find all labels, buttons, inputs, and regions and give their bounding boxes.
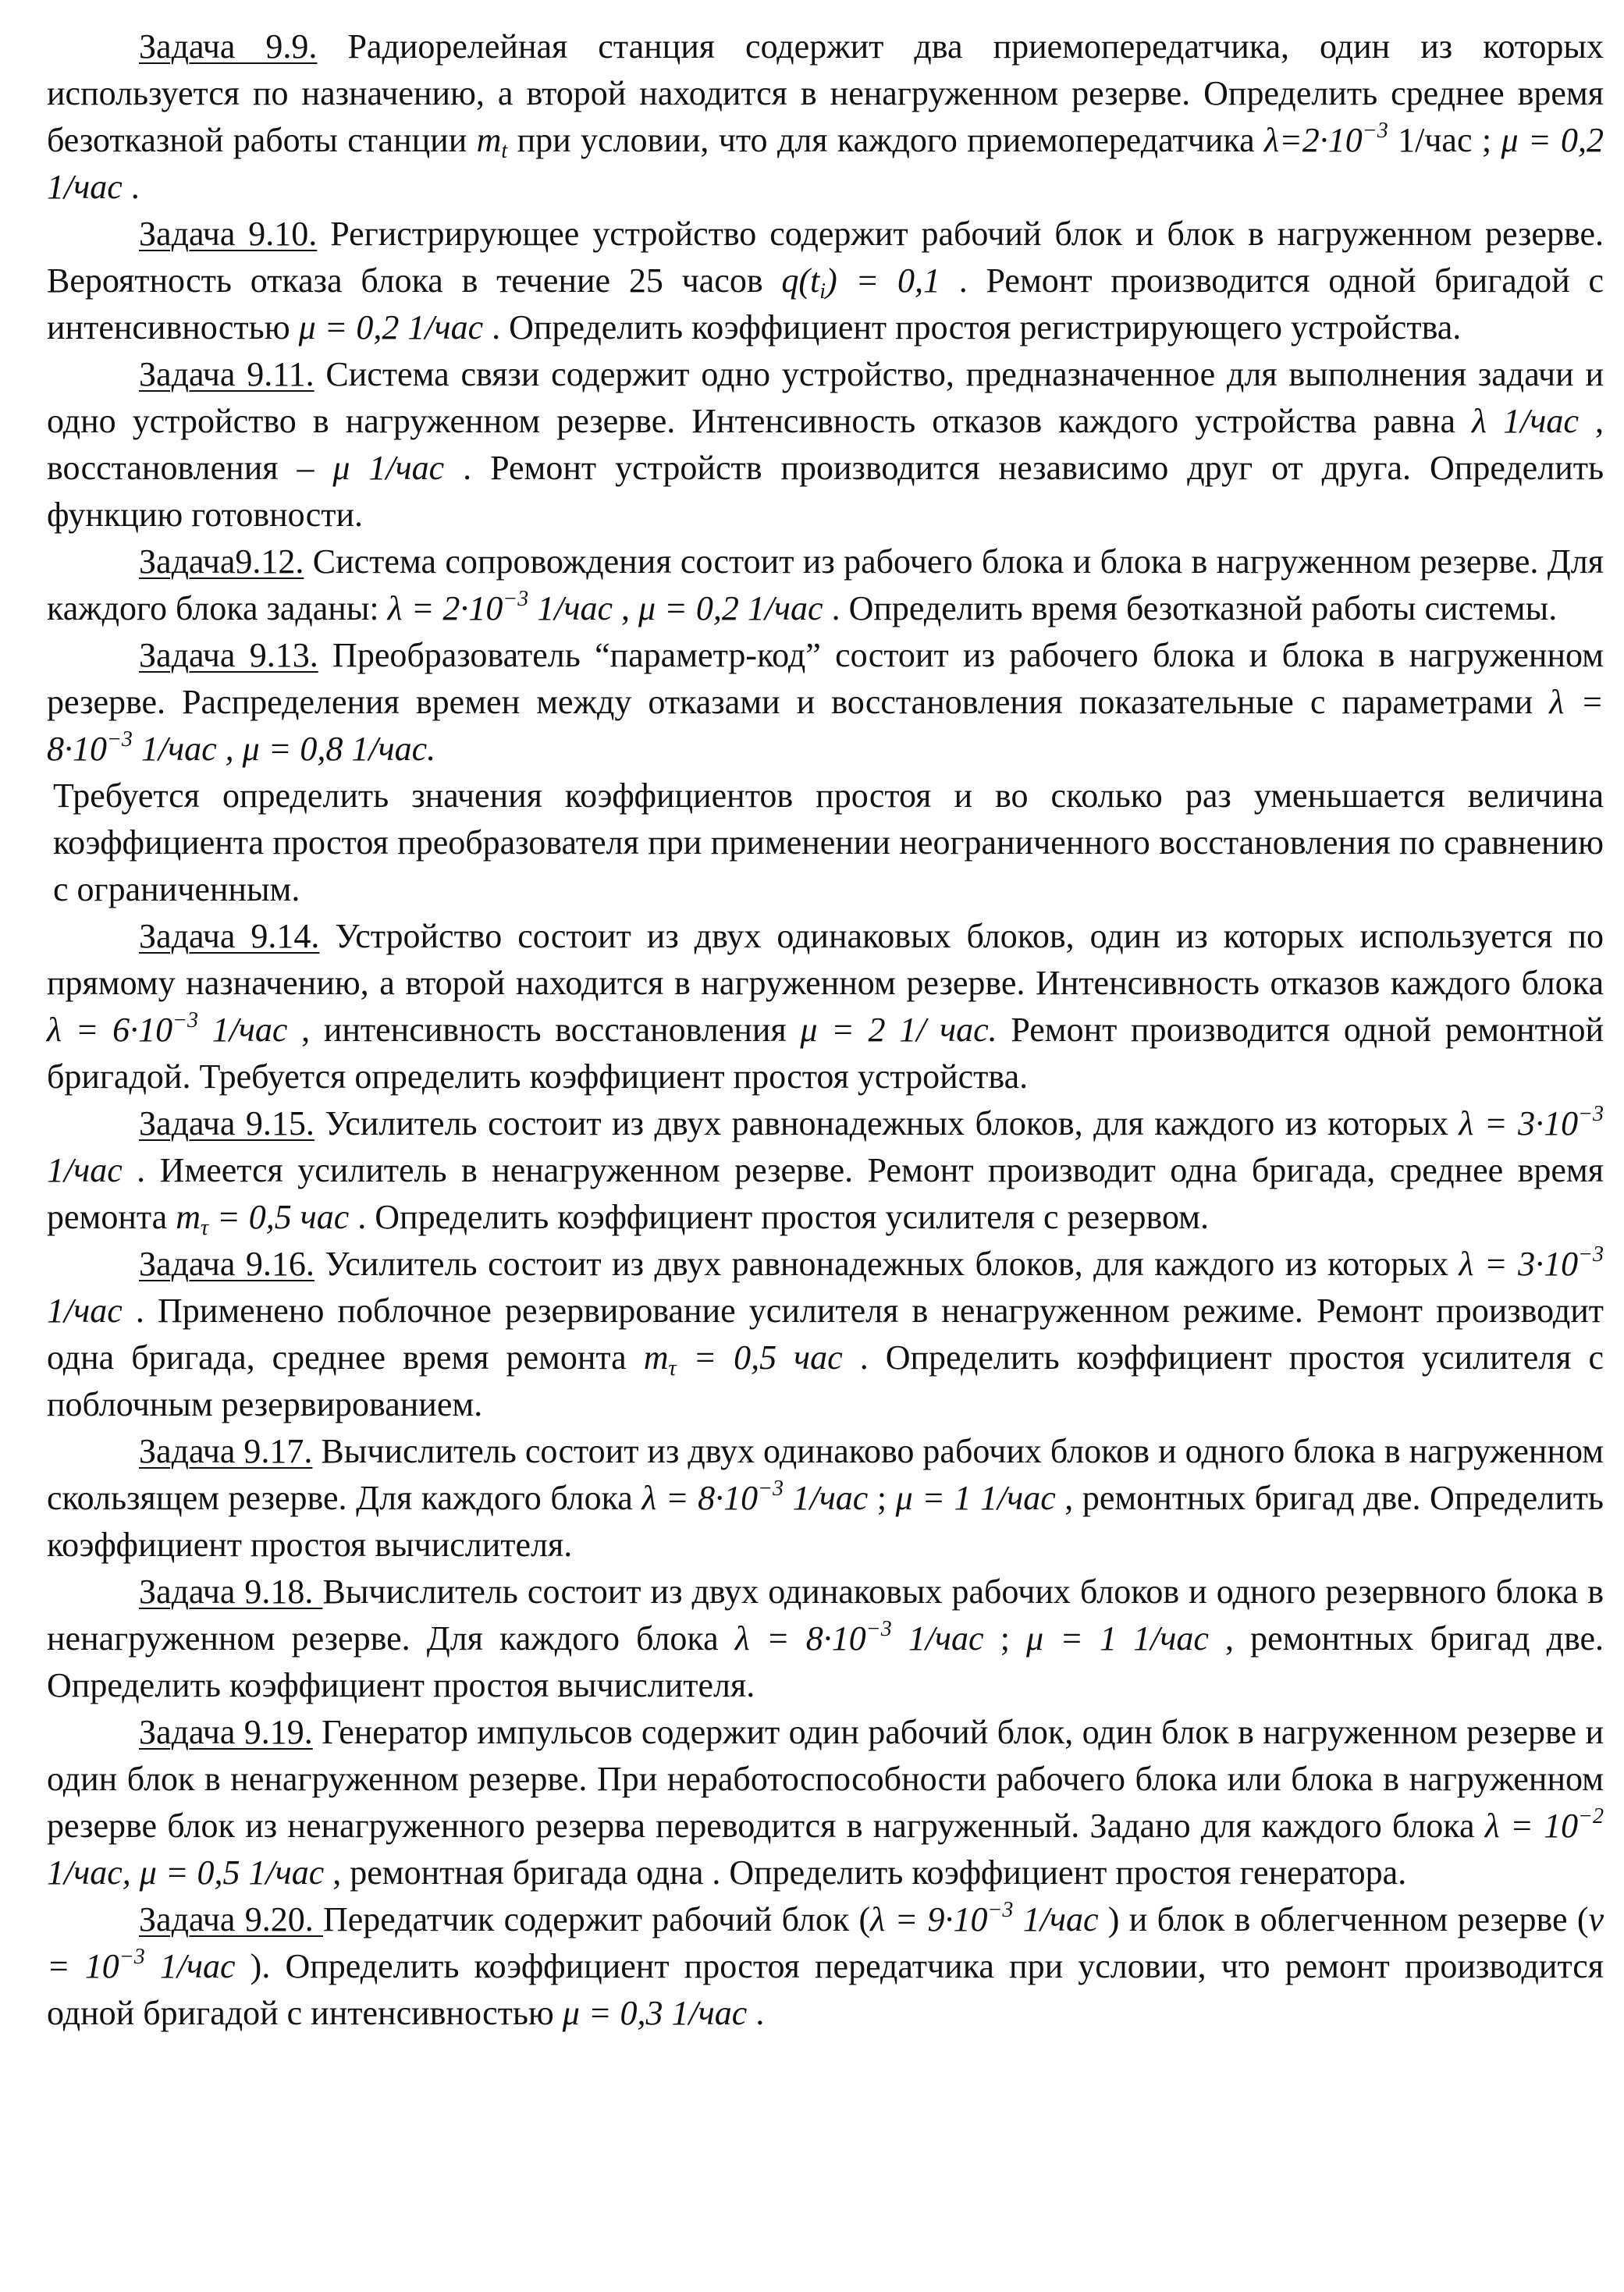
task-text: ; bbox=[983, 1619, 1027, 1658]
math-main: q(t bbox=[781, 261, 820, 300]
task-9.20 bbox=[47, 1896, 1604, 2037]
math-superscript: −3 bbox=[1578, 1242, 1604, 1267]
math-tail: 1/час bbox=[528, 589, 613, 627]
math-tail: 1/час bbox=[198, 1011, 288, 1049]
math-main: μ = 2 1/ час. bbox=[800, 1011, 997, 1049]
math-main: λ = 2·10 bbox=[387, 589, 503, 627]
math-expression bbox=[781, 261, 940, 304]
math-expression bbox=[638, 589, 823, 627]
task-text: Передатчик содержит рабочий блок ( bbox=[323, 1900, 871, 1938]
math-superscript: −3 bbox=[987, 1898, 1014, 1922]
task-text: Требуется определить значения коэффициентов простоя и во сколько раз уменьшается величина коэффициента простоя преобразователя при применении неограниченного восстановления по сравнению с ограниченным. bbox=[53, 776, 1604, 908]
task-text: ). Определить коэффициент простоя передатчика при условии, что ремонт производится одной бригадой с интенсивностью bbox=[47, 1947, 1604, 2032]
math-tail: = 0,5 час bbox=[676, 1338, 843, 1377]
math-tail: 1/час bbox=[784, 1479, 869, 1517]
task-text: , bbox=[613, 589, 639, 627]
math-main: μ = 0,2 1/час bbox=[298, 308, 484, 346]
task-title: Задача 9.9. bbox=[139, 27, 318, 66]
task-text: , ремонтных бригад две. Определить коэффициент простоя вычислителя. bbox=[47, 1619, 1604, 1704]
math-tail: 1/час bbox=[47, 1292, 123, 1330]
math-superscript: −3 bbox=[1578, 1102, 1604, 1126]
task-text: . Определить время безотказной работы системы. bbox=[823, 589, 1558, 627]
math-expression bbox=[641, 1476, 869, 1517]
math-expression bbox=[896, 1479, 1056, 1517]
math-expression bbox=[176, 1198, 350, 1240]
math-superscript: −3 bbox=[865, 1617, 892, 1641]
task-text: . bbox=[747, 1994, 765, 2032]
math-main: m bbox=[176, 1198, 201, 1236]
math-main: λ = 8·10 bbox=[734, 1619, 866, 1658]
task-title: Задача 9.11. bbox=[139, 355, 314, 393]
task-9.18 bbox=[47, 1569, 1604, 1709]
math-main: μ = 0,3 1/час bbox=[562, 1994, 748, 2032]
math-superscript: −2 bbox=[1578, 1804, 1604, 1828]
math-superscript: −3 bbox=[107, 727, 133, 752]
math-expression bbox=[1264, 121, 1388, 159]
task-title: Задача 9.14. bbox=[139, 917, 320, 955]
math-main: λ = 6·10 bbox=[47, 1011, 173, 1049]
task-title: Задача 9.13. bbox=[139, 636, 318, 674]
math-main: μ = 1 1/час bbox=[1026, 1619, 1209, 1658]
math-tail: 1/час bbox=[891, 1619, 984, 1658]
task-title: Задача 9.19. bbox=[139, 1713, 313, 1751]
task-title: Задача 9.18. bbox=[139, 1572, 323, 1611]
math-main: λ=2·10 bbox=[1264, 121, 1363, 159]
task-title: Задача 9.16. bbox=[139, 1245, 314, 1283]
task-text: Усилитель состоит из двух равнонадежных блоков, для каждого из которых bbox=[314, 1245, 1459, 1283]
task-text: Усилитель состоит из двух равнонадежных блоков, для каждого из которых bbox=[314, 1104, 1459, 1142]
task-9.9 bbox=[47, 23, 1604, 211]
math-expression bbox=[332, 449, 444, 487]
math-tail: ) = 0,1 bbox=[826, 261, 940, 300]
task-text: Вычислитель состоит из двух одинаково рабочих блоков и одного блока в нагруженном скользящем резерве. Для каждого блока bbox=[47, 1432, 1604, 1517]
task-list bbox=[47, 23, 1604, 2037]
math-subscript: t bbox=[501, 139, 508, 163]
task-text: . Определить коэффициент простоя регистрирующего устройства. bbox=[483, 308, 1462, 346]
math-main: μ 1/час bbox=[332, 449, 445, 487]
task-text: Радиорелейная станция содержит два приемопередатчика, один из которых используется по назначению, а второй находится в ненагруженном резерве. Определить среднее время безотказной работы станции bbox=[47, 27, 1604, 159]
task-text: ; bbox=[868, 1479, 896, 1517]
math-expression bbox=[1472, 402, 1579, 440]
task-text: при условии, что для каждого приемопередатчика bbox=[507, 121, 1265, 159]
math-expression bbox=[476, 121, 508, 163]
task-text: . Имеется усилитель в ненагруженном резерве. Ремонт производит одна бригада, среднее время ремонта bbox=[47, 1151, 1604, 1236]
task-text: . Применено поблочное резервирование усилителя в ненагруженном режиме. Ремонт производит одна бригада, среднее время ремонта bbox=[47, 1292, 1604, 1377]
task-text: Ремонт производится одной ремонтной бригадой. Требуется определить коэффициент простоя устройства. bbox=[47, 1011, 1604, 1096]
task-text: Генератор импульсов содержит один рабочий блок, один блок в нагруженном резерве и один блок в ненагруженном резерве. При неработоспособности рабочего блока или блока в нагруженном резерве блок из ненагруженного резерва переводится в нагруженный. Задано для каждого блока bbox=[47, 1713, 1604, 1845]
math-tail: 1/час bbox=[47, 1151, 123, 1189]
task-9.14 bbox=[47, 913, 1604, 1100]
task-text: . bbox=[122, 168, 140, 206]
task-text: , восстановления – bbox=[47, 402, 1604, 487]
task-title: Задача 9.15. bbox=[139, 1104, 314, 1142]
task-text: Вычислитель состоит из двух одинаковых рабочих блоков и одного резервного блока в ненагруженном резерве. Для каждого блока bbox=[47, 1572, 1604, 1658]
math-superscript: −3 bbox=[1362, 119, 1388, 143]
math-main: λ = 10 bbox=[1484, 1807, 1579, 1845]
math-main: λ 1/час bbox=[1472, 402, 1579, 440]
task-text: . Ремонт производится одной бригадой с интенсивностью bbox=[47, 261, 1604, 346]
math-main: λ = 3·10 bbox=[1459, 1245, 1579, 1283]
task-text: Регистрирующее устройство содержит рабочий блок и блок в нагруженном резерве. Вероятность отказа блока в течение 25 часов bbox=[47, 215, 1604, 300]
task-9.16 bbox=[47, 1241, 1604, 1428]
task-9.13-cont bbox=[47, 773, 1604, 913]
task-title: Задача 9.10. bbox=[139, 215, 318, 253]
math-expression bbox=[735, 1619, 984, 1658]
task-text: Система сопровождения состоит из рабочего блока и блока в нагруженном резерве. Для каждого блока заданы: bbox=[47, 542, 1604, 627]
math-subscript: i bbox=[819, 279, 826, 304]
math-main: m bbox=[643, 1338, 669, 1377]
task-text: . Определить коэффициент простоя усилителя с резервом. bbox=[349, 1198, 1209, 1236]
task-9.19 bbox=[47, 1709, 1604, 1896]
math-main: m bbox=[476, 121, 502, 159]
task-text: Устройство состоит из двух одинаковых блоков, один из которых используется по прямому назначению, а второй находится в нагруженном резерве. Интенсивность отказов каждого блока bbox=[47, 917, 1604, 1002]
task-9.12 bbox=[47, 538, 1604, 632]
task-9.17 bbox=[47, 1428, 1604, 1569]
task-text: 1/час ; bbox=[1388, 121, 1501, 159]
task-text: . Ремонт устройств производится независимо друг от друга. Определить функцию готовности. bbox=[47, 449, 1604, 534]
math-expression bbox=[47, 1008, 288, 1049]
math-main: λ = 8·10 bbox=[47, 683, 1604, 768]
task-9.10 bbox=[47, 211, 1604, 351]
math-tail: = 0,5 час bbox=[208, 1198, 350, 1236]
math-main: μ = 0,2 1/час bbox=[47, 121, 1604, 206]
task-9.11 bbox=[47, 351, 1604, 538]
math-tail: 1/час, μ = 0,5 1/час bbox=[47, 1853, 325, 1892]
math-tail: 1/час , μ = 0,8 1/час. bbox=[132, 730, 436, 768]
task-title: Задача 9.20. bbox=[139, 1900, 323, 1938]
math-subscript: τ bbox=[201, 1216, 209, 1240]
task-text: , ремонтных бригад две. Определить коэффициент простоя вычислителя. bbox=[47, 1479, 1604, 1564]
math-expression bbox=[388, 589, 613, 627]
math-expression bbox=[563, 1994, 748, 2032]
math-tail: 1/час bbox=[1013, 1900, 1099, 1938]
math-expression bbox=[870, 1900, 1098, 1938]
math-main: μ = 0,2 1/час bbox=[638, 589, 823, 627]
math-main: μ = 1 1/час bbox=[895, 1479, 1056, 1517]
math-expression bbox=[643, 1338, 843, 1381]
math-tail: 1/час bbox=[144, 1947, 236, 1985]
math-superscript: −3 bbox=[758, 1476, 784, 1501]
task-text: . Определить коэффициент простоя усилителя с поблочным резервированием. bbox=[47, 1338, 1604, 1423]
task-title: Задача9.12. bbox=[139, 542, 304, 581]
task-9.15 bbox=[47, 1100, 1604, 1241]
math-superscript: −3 bbox=[172, 1008, 199, 1032]
math-superscript: −3 bbox=[503, 587, 529, 611]
task-text: , интенсивность восстановления bbox=[287, 1011, 801, 1049]
math-main: ν = 10 bbox=[47, 1900, 1604, 1985]
math-main: λ = 3·10 bbox=[1459, 1104, 1579, 1142]
math-expression bbox=[299, 308, 484, 346]
math-subscript: τ bbox=[668, 1356, 677, 1381]
math-superscript: −3 bbox=[119, 1945, 145, 1969]
task-9.13 bbox=[47, 632, 1604, 773]
task-title: Задача 9.17. bbox=[139, 1432, 313, 1470]
task-text: ) и блок в облегченном резерве ( bbox=[1098, 1900, 1589, 1938]
task-text: Преобразователь “параметр-код” состоит из рабочего блока и блока в нагруженном резерве. Распределения времен между отказами и восстановления показательные с параметрами bbox=[47, 636, 1604, 721]
task-text: , ремонтная бригада одна . Определить коэффициент простоя генератора. bbox=[324, 1853, 1407, 1892]
math-main: λ = 9·10 bbox=[870, 1900, 988, 1938]
task-text: Система связи содержит одно устройство, предназначенное для выполнения задачи и одно устройство в нагруженном резерве. Интенсивность отказов каждого устройства равна bbox=[47, 355, 1604, 440]
math-main: λ = 8·10 bbox=[641, 1479, 759, 1517]
math-expression bbox=[800, 1011, 997, 1049]
math-expression bbox=[1026, 1619, 1209, 1658]
